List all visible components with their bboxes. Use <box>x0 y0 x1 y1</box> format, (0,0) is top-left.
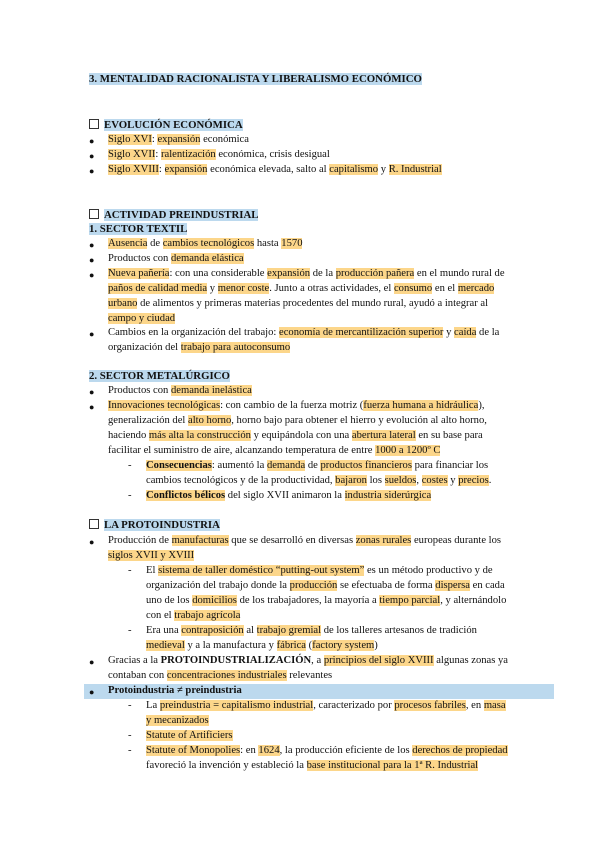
subsection-heading-textil: 1. SECTOR TEXTIL <box>89 223 188 235</box>
sub-list-item: Consecuencias: aumentó la demanda de productos financieros para financiar los <box>146 460 489 471</box>
list-item: Siglo XVI: expansión económica <box>108 134 249 145</box>
sub-list-item-continuation: cambios tecnológicos y de la productividad, bajaron los sueldos, costes y precios. <box>146 475 492 486</box>
list-item-continuation: campo y ciudad <box>108 313 176 324</box>
bullet-icon: ● <box>89 255 95 265</box>
list-item: Gracias a la PROTOINDUSTRIALIZACIÓN, a principios del siglo XVIII algunas zonas ya <box>108 655 509 666</box>
list-item-continuation: haciendo más alta la construcción y equipándola con una abertura lateral en su base para <box>108 430 483 441</box>
dash-icon: - <box>128 460 132 471</box>
sub-list-item-continuation: organización del trabajo donde la producción se efectuaba de forma dispersa en cada <box>146 580 505 591</box>
list-item-continuation: organización del trabajo para autoconsumo <box>108 342 291 353</box>
dash-icon: - <box>128 745 132 756</box>
sub-list-item: Statute of Monopolies: en 1624, la producción eficiente de los derechos de propiedad <box>146 745 508 756</box>
sub-list-item: Statute of Artificiers <box>146 730 233 741</box>
bullet-icon: ● <box>89 537 95 547</box>
section-heading-preindustrial: ACTIVIDAD PREINDUSTRIAL <box>89 208 258 223</box>
dash-icon: - <box>128 625 132 636</box>
bullet-icon: ● <box>89 687 95 697</box>
dash-icon: - <box>128 700 132 711</box>
sub-list-item: La preindustria = capitalismo industrial, caracterizado por procesos fabriles, en masa <box>146 700 506 711</box>
section-heading-protoindustria: LA PROTOINDUSTRIA <box>89 518 220 533</box>
list-item: Innovaciones tecnológicas: con cambio de la fuerza motriz (fuerza humana a hidráulica), <box>108 400 485 411</box>
sub-list-item-continuation: con el trabajo agrícola <box>146 610 241 621</box>
bullet-icon: ● <box>89 136 95 146</box>
list-item: Productos con demanda elástica <box>108 253 244 264</box>
list-item-continuation: paños de calidad media y menor coste. Junto a otras actividades, el consumo en el mercado <box>108 283 495 294</box>
list-item: Cambios en la organización del trabajo: economía de mercantilización superior y caída de la <box>108 327 500 338</box>
sub-list-item-continuation: favoreció la invención y estableció la base institucional para la 1ª R. Industrial <box>146 760 479 771</box>
subsection-heading-metalurgico: 2. SECTOR METALÚRGICO <box>89 370 230 382</box>
sub-list-item-continuation: medieval y a la manufactura y fábrica (factory system) <box>146 640 378 651</box>
bullet-icon: ● <box>89 270 95 280</box>
sub-list-item: El sistema de taller doméstico “putting-out system” es un método productivo y de <box>146 565 493 576</box>
sub-list-item-continuation: y mecanizados <box>146 715 209 726</box>
dash-icon: - <box>128 490 132 501</box>
dash-icon: - <box>128 730 132 741</box>
bullet-icon: ● <box>89 657 95 667</box>
section-heading-evolucion: EVOLUCIÓN ECONÓMICA <box>89 118 243 133</box>
list-item: Nueva pañería: con una considerable expansión de la producción pañera en el mundo rural de <box>108 268 505 279</box>
list-item-continuation: siglos XVII y XVIII <box>108 550 195 561</box>
list-item: Ausencia de cambios tecnológicos hasta 1570 <box>108 238 303 249</box>
list-item-continuation: contaban con concentraciones industriales relevantes <box>108 670 333 681</box>
bullet-icon: ● <box>89 240 95 250</box>
checkbox-icon <box>89 119 99 129</box>
list-item: Siglo XVIII: expansión económica elevada, salto al capitalismo y R. Industrial <box>108 164 442 175</box>
list-item: Protoindustria ≠ preindustria <box>108 685 242 696</box>
document-title <box>89 72 422 87</box>
bullet-icon: ● <box>89 387 95 397</box>
list-item-continuation: urbano de alimentos y primeras materias procedentes del mundo rural, ayudó a integrar al <box>108 298 489 309</box>
sub-list-item-continuation: uno de los domicilios de los trabajadores, la mayoría a tiempo parcial, y alternándolo <box>146 595 507 606</box>
bullet-icon: ● <box>89 151 95 161</box>
list-item: Siglo XVII: ralentización económica, crisis desigual <box>108 149 330 160</box>
list-item: Productos con demanda inelástica <box>108 385 252 396</box>
checkbox-icon <box>89 519 99 529</box>
list-item-continuation: generalización del alto horno, horno bajo para obtener el hierro y evolución al alto horno, <box>108 415 487 426</box>
list-item: Producción de manufacturas que se desarrolló en diversas zonas rurales europeas durante los <box>108 535 502 546</box>
sub-list-item: Conflictos bélicos del siglo XVII animaron la industria siderúrgica <box>146 490 432 501</box>
bullet-icon: ● <box>89 402 95 412</box>
bullet-icon: ● <box>89 329 95 339</box>
document-title-text: 3. MENTALIDAD RACIONALISTA Y LIBERALISMO ECONÓMICO <box>89 73 422 85</box>
sub-list-item: Era una contraposición al trabajo gremial de los talleres artesanos de tradición <box>146 625 477 636</box>
checkbox-icon <box>89 209 99 219</box>
dash-icon: - <box>128 565 132 576</box>
bullet-icon: ● <box>89 166 95 176</box>
list-item-continuation: facilitar el suministro de aire, alcanzando temperatura de entre 1000 a 1200º C <box>108 445 441 456</box>
